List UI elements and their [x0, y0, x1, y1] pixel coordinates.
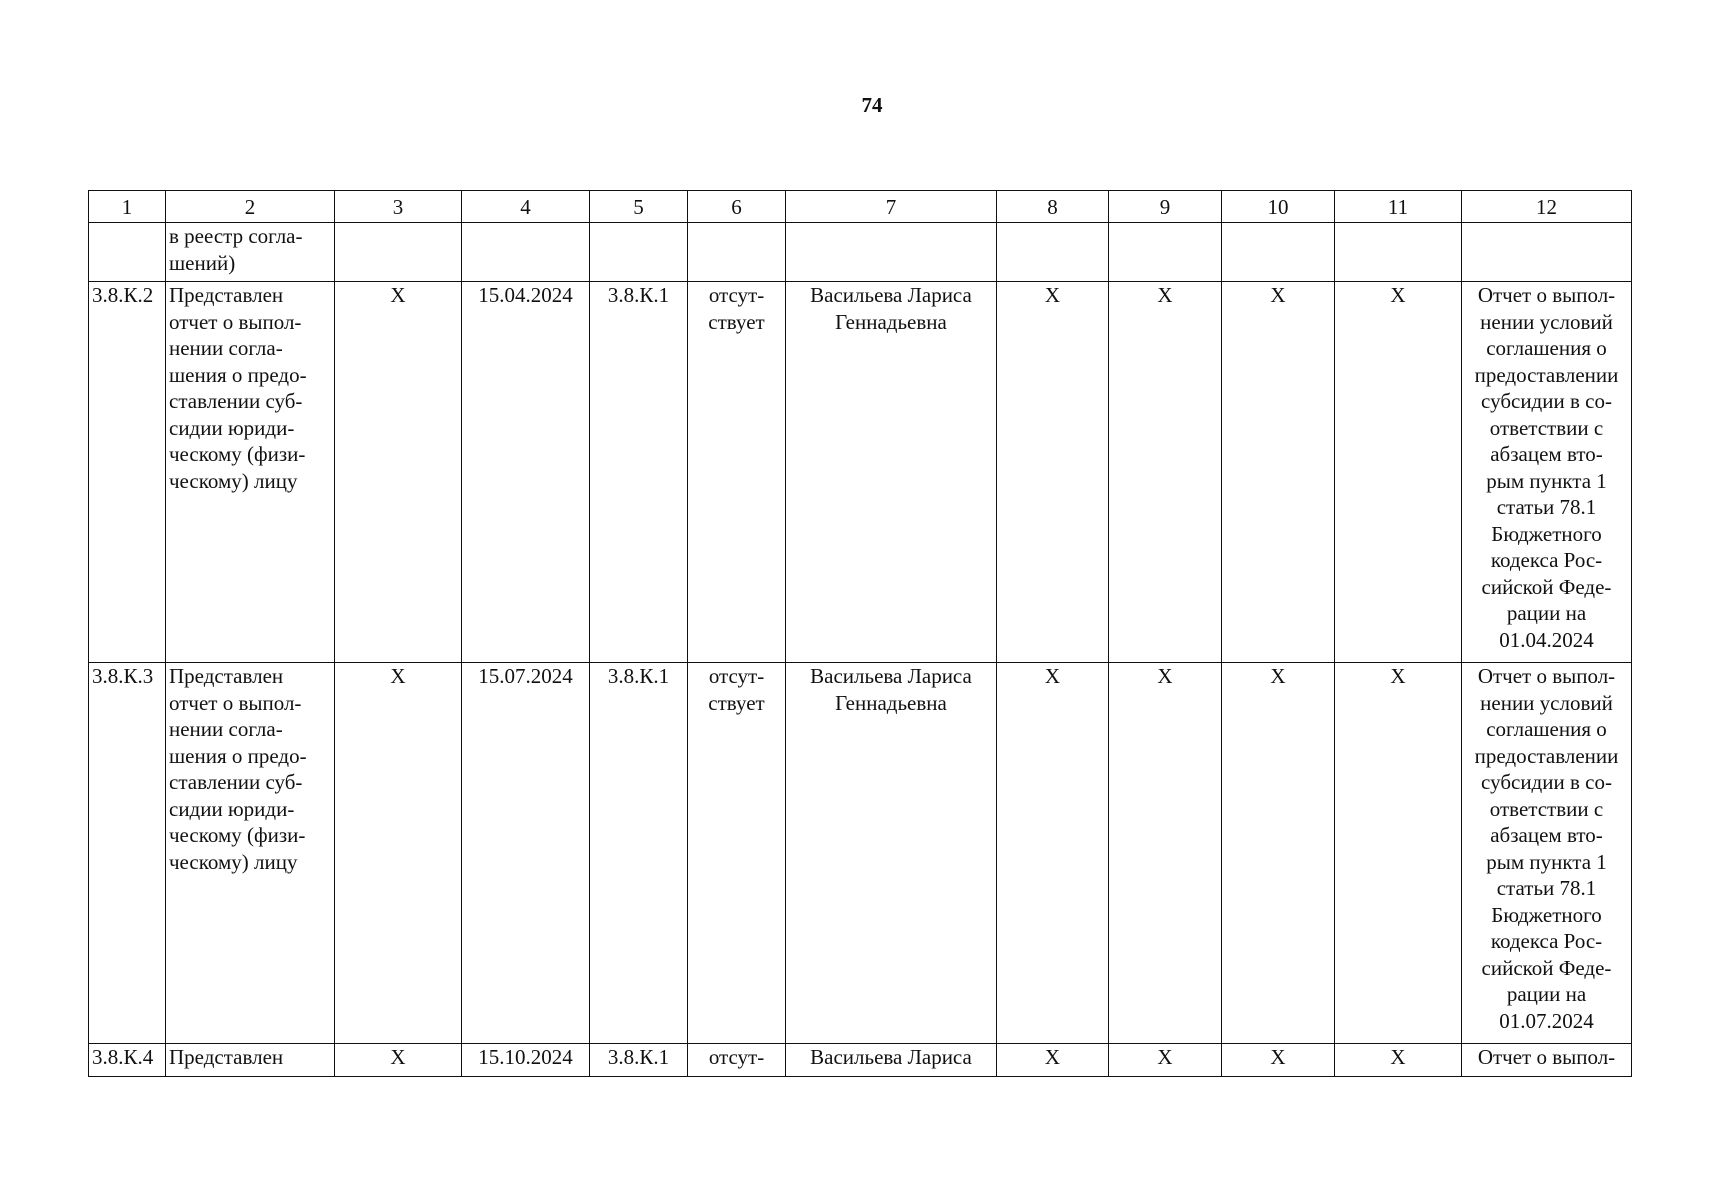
- responsible-text: Васильева Лариса Геннадьевна: [810, 664, 972, 715]
- event-text: Представлен отчет о выпол- нении согла- шения о предо- ставлении суб- сидии юриди- ческому (физи- ческому) лицу: [169, 283, 307, 493]
- predecessor-cell: 3.8.К.1: [590, 1044, 688, 1077]
- type-text: отсут-: [708, 1045, 765, 1069]
- empty-cell: [1109, 223, 1222, 282]
- type-text: отсут- ствует: [708, 283, 765, 334]
- column-header: 8: [997, 191, 1109, 223]
- column-header: 9: [1109, 191, 1222, 223]
- row-id: 3.8.К.2: [89, 282, 166, 663]
- document-text: Отчет о выпол- нении условий соглашения о предоставлении субсидии в со- ответствии с абзацем вто- рым пункта 1 статьи 78.1 Бюджетного кодекса Рос- сийской Феде- рации на 01.07.2024: [1474, 664, 1619, 1033]
- event-cell: [166, 282, 335, 663]
- mark-cell: Х: [1222, 282, 1335, 663]
- continuation-row: [89, 223, 1632, 282]
- empty-cell: [997, 223, 1109, 282]
- column-header: 12: [1462, 191, 1632, 223]
- responsible-text: Васильева Лариса: [810, 1045, 972, 1069]
- mark-cell: Х: [1109, 1044, 1222, 1077]
- responsible-text: Васильева Лариса Геннадьевна: [810, 283, 972, 334]
- column-header: 1: [89, 191, 166, 223]
- responsible-cell: [786, 663, 997, 1044]
- mark-cell: Х: [1109, 282, 1222, 663]
- empty-cell: [786, 223, 997, 282]
- column-header: 6: [688, 191, 786, 223]
- column-header: 4: [462, 191, 590, 223]
- table-row: [89, 663, 1632, 1044]
- document-cell: [1462, 282, 1632, 663]
- table-row: [89, 282, 1632, 663]
- mark-cell: Х: [335, 663, 462, 1044]
- empty-cell: [1222, 223, 1335, 282]
- responsible-cell: [786, 282, 997, 663]
- empty-cell: [1335, 223, 1462, 282]
- column-header: 2: [166, 191, 335, 223]
- row-id: 3.8.К.3: [89, 663, 166, 1044]
- table-row: [89, 1044, 1632, 1077]
- date-cell: 15.07.2024: [462, 663, 590, 1044]
- empty-cell: [335, 223, 462, 282]
- column-header: 7: [786, 191, 997, 223]
- type-cell: [688, 663, 786, 1044]
- mark-cell: Х: [1109, 663, 1222, 1044]
- empty-cell: [1462, 223, 1632, 282]
- column-header: 11: [1335, 191, 1462, 223]
- document-text: Отчет о выпол-: [1477, 1045, 1616, 1069]
- event-cell: [166, 663, 335, 1044]
- column-header: 10: [1222, 191, 1335, 223]
- mark-cell: Х: [335, 1044, 462, 1077]
- mark-cell: Х: [997, 663, 1109, 1044]
- event-cell: [166, 1044, 335, 1077]
- mark-cell: Х: [1335, 663, 1462, 1044]
- type-text: отсут- ствует: [708, 664, 765, 715]
- document-cell: [1462, 1044, 1632, 1077]
- column-header: 3: [335, 191, 462, 223]
- mark-cell: Х: [1335, 282, 1462, 663]
- mark-cell: Х: [1222, 1044, 1335, 1077]
- date-cell: 15.10.2024: [462, 1044, 590, 1077]
- predecessor-cell: 3.8.К.1: [590, 663, 688, 1044]
- event-cell: [166, 223, 335, 282]
- column-header: 5: [590, 191, 688, 223]
- mark-cell: Х: [335, 282, 462, 663]
- type-cell: [688, 282, 786, 663]
- document-cell: [1462, 663, 1632, 1044]
- empty-cell: [462, 223, 590, 282]
- mark-cell: Х: [1335, 1044, 1462, 1077]
- responsible-cell: [786, 1044, 997, 1077]
- page-number: 74: [861, 93, 883, 117]
- event-text: Представлен: [169, 1045, 284, 1069]
- event-text: Представлен отчет о выпол- нении согла- шения о предо- ставлении суб- сидии юриди- ческому (физи- ческому) лицу: [169, 664, 307, 874]
- mark-cell: Х: [1222, 663, 1335, 1044]
- empty-cell: [688, 223, 786, 282]
- row-id: 3.8.К.4: [89, 1044, 166, 1077]
- schedule-table: [88, 190, 1632, 1077]
- mark-cell: Х: [997, 282, 1109, 663]
- type-cell: [688, 1044, 786, 1077]
- empty-cell: [590, 223, 688, 282]
- mark-cell: Х: [997, 1044, 1109, 1077]
- column-number-row: [89, 191, 1632, 223]
- document-text: Отчет о выпол- нении условий соглашения о предоставлении субсидии в со- ответствии с абзацем вто- рым пункта 1 статьи 78.1 Бюджетного кодекса Рос- сийской Феде- рации на 01.04.2024: [1474, 283, 1619, 652]
- predecessor-cell: 3.8.К.1: [590, 282, 688, 663]
- date-cell: 15.04.2024: [462, 282, 590, 663]
- event-text: в реестр согла- шений): [169, 224, 303, 275]
- empty-cell: [89, 223, 166, 282]
